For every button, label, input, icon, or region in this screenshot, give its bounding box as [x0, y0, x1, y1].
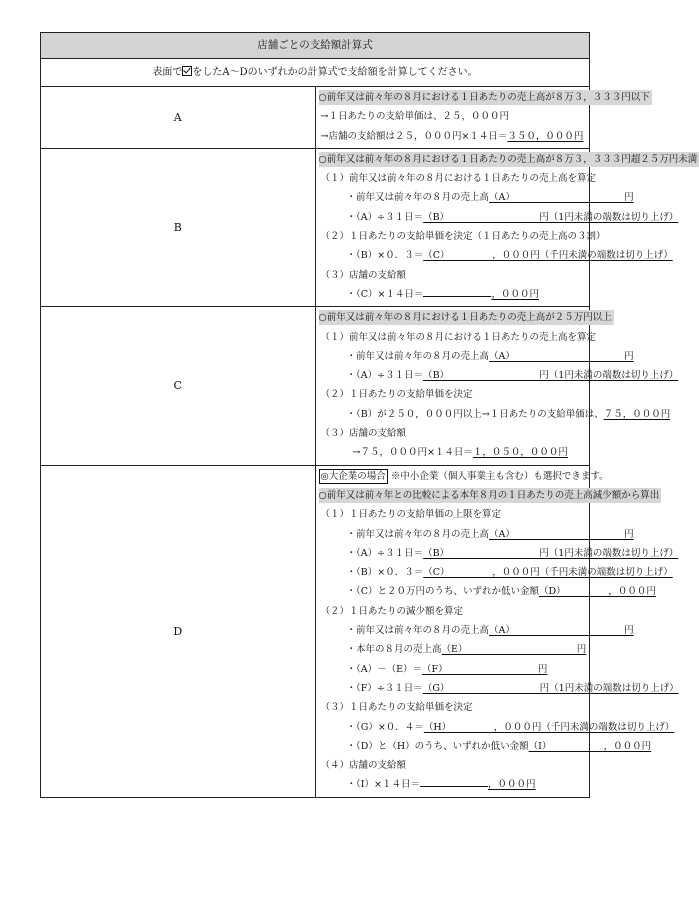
section-d-step4a: ・（I）×１４日＝ ，０００円	[319, 775, 587, 794]
section-b-step3a: ・（C）×１４日＝ ，０００円	[319, 285, 587, 304]
field-b-a: （A） 円	[489, 192, 634, 204]
section-d-step1b: ・（A）÷３１日＝（B） 円（1円未満の端数は切り上げ）	[346, 547, 679, 559]
section-d-large-row	[319, 467, 609, 486]
section-letter-b: B	[41, 148, 316, 306]
section-b-step3: （３）店舗の支給額	[320, 269, 407, 281]
field-c-total: １，０５０，０００円	[472, 447, 568, 459]
section-letter-c: C	[41, 307, 316, 465]
instruction-row	[41, 59, 590, 87]
section-d-step2a: ・前年又は前々年の８月の売上高（A） 円	[346, 625, 634, 637]
section-c-step1a: ・前年又は前々年の８月の売上高（A） 円	[346, 350, 634, 362]
section-d-body	[315, 465, 679, 797]
section-b-step2a: ・（B）×０．３＝（C） ，０００円（千円未満の端数は切り上げ）	[346, 250, 673, 262]
field-b-b: （B） 円（1円未満の端数は切り上げ）	[423, 211, 679, 223]
field-c-b: （B） 円（1円未満の端数は切り上げ）	[423, 370, 679, 382]
section-c-step2a: ・（B）が２５０，０００円以上→１日あたりの支給単価は、７５，０００円	[346, 408, 671, 420]
section-c-step3a: →７５，０００円×１４日＝１，０５０，０００円	[352, 447, 568, 459]
large-company-label: ◎大企業の場合	[320, 470, 386, 482]
section-c-body	[315, 307, 679, 465]
instruction-post: をしたA～Dのいずれかの計算式で支給額を計算してください。	[192, 67, 478, 78]
section-d-step2: （２）１日あたりの減少額を算定	[320, 605, 464, 617]
section-letter-d: D	[41, 465, 316, 797]
blank-d-total	[420, 775, 488, 787]
field-d-a2: （A） 円	[489, 625, 634, 637]
section-d-step1: （１）１日あたりの支給単価の上限を算定	[320, 509, 502, 521]
section-d	[41, 465, 590, 797]
table-title: 店舗ごとの支給額計算式	[41, 33, 590, 59]
field-d-g: （G） 円（1円未満の端数は切り上げ）	[422, 682, 679, 694]
section-d-step3: （３）１日あたりの支給単価を決定	[320, 702, 473, 714]
field-d-h: （H） ，０００円（千円未満の端数は切り上げ）	[423, 721, 675, 733]
instruction-pre: 表面で	[152, 67, 183, 78]
calc-table	[40, 32, 698, 798]
section-a-line2: →店舗の支給額は２５，０００円×１４日＝３５０，０００円	[320, 130, 584, 142]
section-d-step1d: ・（C）と２０万円のうち、いずれか低い金額（D） ，０００円	[346, 586, 656, 598]
field-d-total: ，０００円	[487, 779, 536, 791]
section-b	[41, 148, 590, 306]
section-b-step1b: ・（A）÷３１日＝（B） 円（1円未満の端数は切り上げ）	[346, 211, 679, 223]
section-a-line1: →１日あたりの支給単価は、２５，０００円	[320, 111, 509, 123]
field-c-a: （A） 円	[489, 350, 634, 362]
section-b-step2: （２）１日あたりの支給単価を決定（１日あたりの売上高の３割）	[320, 231, 606, 243]
section-a-header: ○前年又は前々年の８月における１日あたりの売上高が８万３，３３３円以下	[318, 92, 650, 103]
field-d-i: （I） ，０００円	[528, 740, 652, 752]
field-d-d: （D） ，０００円	[539, 586, 656, 598]
section-d-step1c: ・（B）×０．３＝（C） ，０００円（千円未満の端数は切り上げ）	[346, 567, 673, 579]
section-d-step1a: ・前年又は前々年の８月の売上高（A） 円	[346, 528, 634, 540]
section-d-step2c: ・（A）－（E）＝（F） 円	[346, 663, 548, 675]
section-a-amount: ３５０，０００円	[507, 130, 584, 142]
section-d-step2d: ・（F）÷３１日＝（G） 円（1円未満の端数は切り上げ）	[346, 682, 679, 694]
field-c-unit: ７５，０００円	[603, 408, 671, 420]
field-d-b: （B） 円（1円未満の端数は切り上げ）	[423, 547, 679, 559]
section-c-step2: （２）１日あたりの支給単価を決定	[320, 389, 473, 401]
section-d-header: ○前年又は前々年との比較による本年８月の１日あたりの売上高減少額から算出	[318, 489, 660, 501]
section-b-body	[315, 148, 698, 306]
section-c	[41, 307, 590, 465]
large-company-note: ※中小企業（個人事業主も含む）も選択できます。	[390, 470, 609, 482]
field-b-total: ，０００円	[491, 288, 539, 300]
section-letter-a: A	[41, 87, 316, 149]
section-c-step1b: ・（A）÷３１日＝（B） 円（1円未満の端数は切り上げ）	[346, 370, 679, 382]
section-d-step2b: ・本年の８月の売上高（E） 円	[346, 644, 587, 656]
section-b-header: ○前年又は前々年の８月における１日あたりの売上高が８万３，３３３円超２５万円未満	[318, 153, 698, 165]
field-d-f: （F） 円	[422, 663, 548, 675]
section-b-step1: （１）前年又は前々年の８月における１日あたりの売上高を算定	[320, 173, 597, 185]
section-c-step1: （１）前年又は前々年の８月における１日あたりの売上高を算定	[320, 331, 597, 343]
section-b-step1a: ・前年又は前々年の８月の売上高（A） 円	[346, 192, 634, 204]
field-d-a: （A） 円	[489, 528, 634, 540]
field-d-e: （E） 円	[441, 644, 587, 656]
checkbox-checked-icon	[182, 66, 192, 76]
section-d-step3a: ・（G）×０．４＝（H） ，０００円（千円未満の端数は切り上げ）	[346, 721, 675, 733]
section-c-step3: （３）店舗の支給額	[320, 428, 407, 440]
field-b-c: （C） ，０００円（千円未満の端数は切り上げ）	[423, 250, 673, 262]
field-d-c: （C） ，０００円（千円未満の端数は切り上げ）	[423, 567, 673, 579]
section-c-header: ○前年又は前々年の８月における１日あたりの売上高が２５万円以上	[318, 312, 612, 324]
blank-b-total	[423, 285, 491, 297]
section-d-step4: （４）店舗の支給額	[320, 760, 407, 772]
section-d-step3b: ・（D）と（H）のうち、いずれか低い金額（I） ，０００円	[346, 740, 652, 752]
calc-form	[40, 32, 698, 798]
section-a-body	[315, 87, 650, 149]
section-a	[41, 87, 590, 149]
